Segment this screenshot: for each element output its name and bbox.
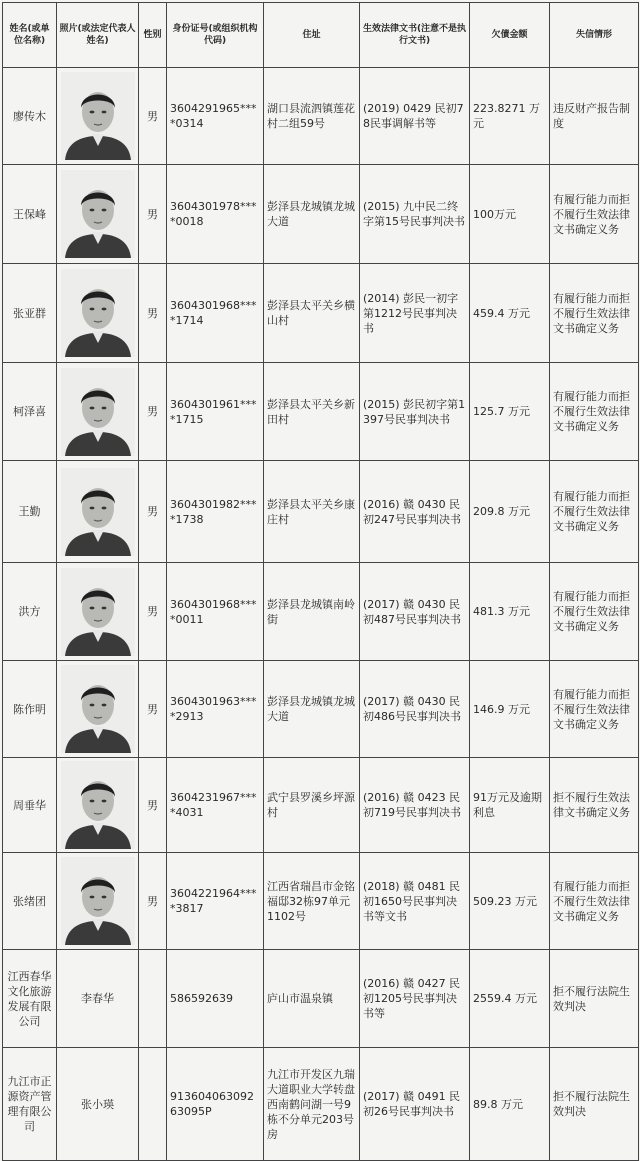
document-cell: (2018) 赣 0481 民初1650号民事判决书等文书: [360, 853, 470, 950]
table-row: [3, 950, 639, 1048]
document-cell: (2015) 九中民二终字第15号民事判决书: [360, 165, 470, 264]
address-cell: 武宁县罗溪乡坪源村: [264, 758, 360, 853]
header-document: 生效法律文书(注意不是执行文书): [360, 3, 470, 68]
address-cell: 彭泽县太平关乡新田村: [264, 363, 360, 461]
address-cell: 九江市开发区九瑞大道职业大学转盘西南鹤问湖一号9栋不分单元203号房: [264, 1048, 360, 1161]
name-cell: 廖传木: [3, 68, 57, 165]
amount-cell: 223.8271 万元: [470, 68, 550, 165]
document-cell: (2016) 赣 0430 民初247号民事判决书: [360, 461, 470, 563]
address-cell: 彭泽县龙城镇龙城大道: [264, 165, 360, 264]
gender-cell: 男: [139, 563, 167, 661]
address-cell: 彭泽县太平关乡康庄村: [264, 461, 360, 563]
table-row: [3, 853, 639, 950]
portrait-photo: [61, 568, 135, 656]
reason-cell: 有履行能力而拒不履行生效法律文书确定义务: [550, 563, 639, 661]
table-row: [3, 68, 639, 165]
header-reason: 失信情形: [550, 3, 639, 68]
address-cell: 彭泽县龙城镇龙城大道: [264, 661, 360, 758]
amount-cell: 100万元: [470, 165, 550, 264]
portrait-photo: [61, 170, 135, 258]
table-row: [3, 1048, 639, 1161]
document-cell: (2014) 彭民一初字第1212号民事判决书: [360, 264, 470, 363]
reason-cell: 有履行能力而拒不履行生效法律文书确定义务: [550, 461, 639, 563]
header-amount: 欠債金额: [470, 3, 550, 68]
portrait-photo: [61, 269, 135, 357]
reason-cell: 有履行能力而拒不履行生效法律文书确定义务: [550, 661, 639, 758]
gender-cell: 男: [139, 264, 167, 363]
reason-cell: 有履行能力而拒不履行生效法律文书确定义务: [550, 165, 639, 264]
photo-cell: [57, 563, 139, 661]
table-row: [3, 461, 639, 563]
photo-cell: [57, 661, 139, 758]
reason-cell: 拒不履行生效法律文书确定义务: [550, 758, 639, 853]
table-row: [3, 363, 639, 461]
amount-cell: 146.9 万元: [470, 661, 550, 758]
photo-cell: [57, 363, 139, 461]
name-cell: 周垂华: [3, 758, 57, 853]
document-cell: (2019) 0429 民初78民事调解书等: [360, 68, 470, 165]
legal-rep-cell: 张小瑛: [57, 1048, 139, 1161]
amount-cell: 459.4 万元: [470, 264, 550, 363]
header-photo: 照片(或法定代表人姓名): [57, 3, 139, 68]
name-cell: 洪方: [3, 563, 57, 661]
id-cell: 3604301968****1714: [167, 264, 264, 363]
document-cell: (2016) 赣 0427 民初1205号民事判决书等: [360, 950, 470, 1048]
reason-cell: 有履行能力而拒不履行生效法律文书确定义务: [550, 363, 639, 461]
address-cell: 彭泽县太平关乡横山村: [264, 264, 360, 363]
dishonest-debtors-table: [2, 2, 639, 1161]
portrait-photo: [61, 857, 135, 945]
gender-cell: 男: [139, 68, 167, 165]
gender-cell: 男: [139, 461, 167, 563]
name-cell: 王保峰: [3, 165, 57, 264]
reason-cell: 违反财产报告制度: [550, 68, 639, 165]
table-row: [3, 563, 639, 661]
gender-cell: 男: [139, 661, 167, 758]
header-id: 身份证号(或组织机构代码): [167, 3, 264, 68]
address-cell: 湖口县流泗镇莲花村二组59号: [264, 68, 360, 165]
gender-cell: 男: [139, 853, 167, 950]
document-cell: (2017) 赣 0430 民初486号民事判决书: [360, 661, 470, 758]
id-cell: 3604301978****0018: [167, 165, 264, 264]
name-cell: 九江市正源资产管理有限公司: [3, 1048, 57, 1161]
id-cell: 3604221964****3817: [167, 853, 264, 950]
portrait-photo: [61, 665, 135, 753]
photo-cell: [57, 264, 139, 363]
portrait-photo: [61, 72, 135, 160]
id-cell: 3604291965****0314: [167, 68, 264, 165]
address-cell: 江西省瑞昌市金铭福邸32栋97单元1102号: [264, 853, 360, 950]
header-address: 住址: [264, 3, 360, 68]
name-cell: 张绪团: [3, 853, 57, 950]
document-cell: (2015) 彭民初字第1397号民事判决书: [360, 363, 470, 461]
reason-cell: 有履行能力而拒不履行生效法律文书确定义务: [550, 853, 639, 950]
id-cell: 3604301961****1715: [167, 363, 264, 461]
id-cell: 91360406309263095P: [167, 1048, 264, 1161]
name-cell: 柯泽喜: [3, 363, 57, 461]
document-cell: (2017) 赣 0430 民初487号民事判决书: [360, 563, 470, 661]
photo-cell: [57, 758, 139, 853]
name-cell: 张亚群: [3, 264, 57, 363]
portrait-photo: [61, 761, 135, 849]
gender-cell: 男: [139, 758, 167, 853]
id-cell: 3604301968****0011: [167, 563, 264, 661]
legal-rep-cell: 李春华: [57, 950, 139, 1048]
table-row: [3, 264, 639, 363]
address-cell: 彭泽县龙城镇南岭街: [264, 563, 360, 661]
name-cell: 江西春华文化旅游发展有限公司: [3, 950, 57, 1048]
table-row: [3, 661, 639, 758]
id-cell: 586592639: [167, 950, 264, 1048]
portrait-photo: [61, 468, 135, 556]
id-cell: 3604231967****4031: [167, 758, 264, 853]
address-cell: 庐山市温泉镇: [264, 950, 360, 1048]
name-cell: 陈作明: [3, 661, 57, 758]
reason-cell: 有履行能力而拒不履行生效法律文书确定义务: [550, 264, 639, 363]
amount-cell: 89.8 万元: [470, 1048, 550, 1161]
document-cell: (2016) 赣 0423 民初719号民事判决书: [360, 758, 470, 853]
amount-cell: 91万元及逾期利息: [470, 758, 550, 853]
photo-cell: [57, 165, 139, 264]
header-name: 姓名(或单位名称): [3, 3, 57, 68]
portrait-photo: [61, 368, 135, 456]
table-row: [3, 758, 639, 853]
document-cell: (2017) 赣 0491 民初26号民事判决书: [360, 1048, 470, 1161]
amount-cell: 481.3 万元: [470, 563, 550, 661]
reason-cell: 拒不履行法院生效判决: [550, 950, 639, 1048]
id-cell: 3604301963****2913: [167, 661, 264, 758]
amount-cell: 509.23 万元: [470, 853, 550, 950]
gender-cell: 男: [139, 363, 167, 461]
name-cell: 王勤: [3, 461, 57, 563]
id-cell: 3604301982****1738: [167, 461, 264, 563]
table-row: [3, 165, 639, 264]
amount-cell: 2559.4 万元: [470, 950, 550, 1048]
amount-cell: 125.7 万元: [470, 363, 550, 461]
gender-cell: 男: [139, 165, 167, 264]
gender-cell: [139, 1048, 167, 1161]
photo-cell: [57, 461, 139, 563]
amount-cell: 209.8 万元: [470, 461, 550, 563]
header-row: [3, 3, 639, 68]
gender-cell: [139, 950, 167, 1048]
photo-cell: [57, 853, 139, 950]
photo-cell: [57, 68, 139, 165]
header-gender: 性别: [139, 3, 167, 68]
reason-cell: 拒不履行法院生效判决: [550, 1048, 639, 1161]
